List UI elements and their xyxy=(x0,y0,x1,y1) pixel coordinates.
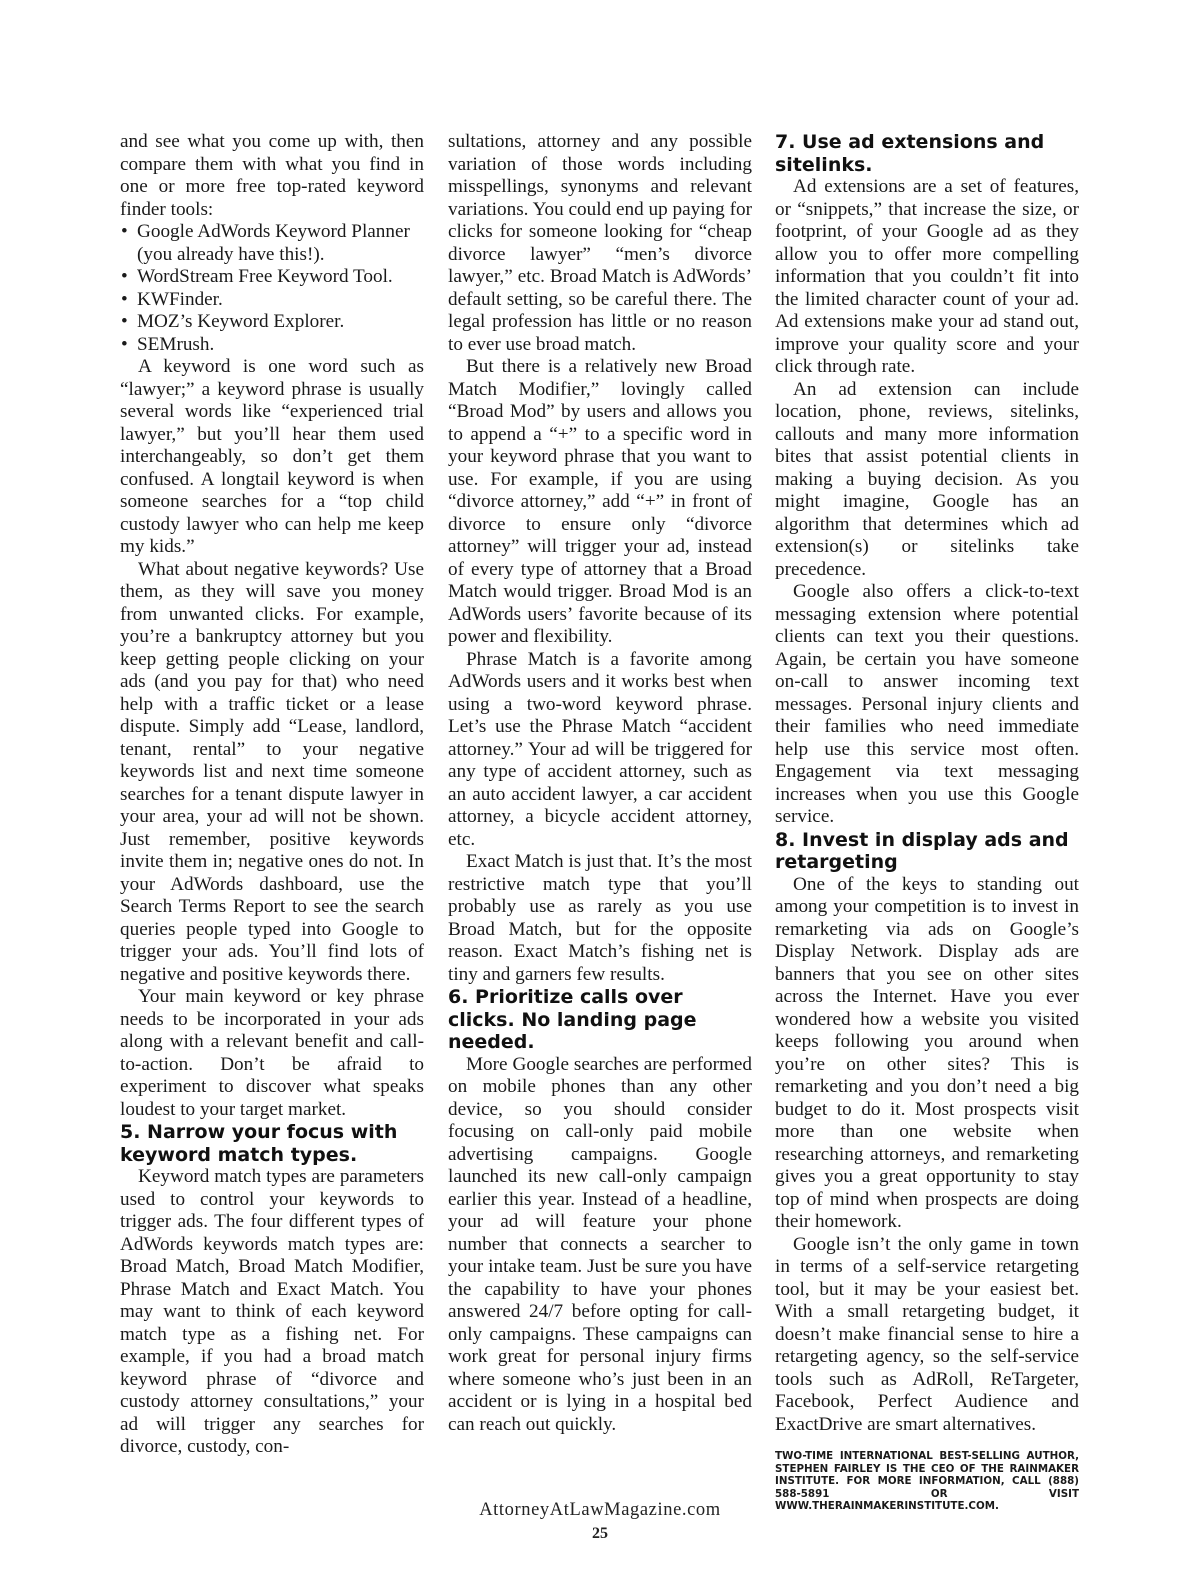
intro-paragraph: and see what you come up with, then compare them with what you find in one or more free top-rated keyword finder tools: xyxy=(120,131,424,220)
section-heading-8: 8. Invest in display ads and retargeting xyxy=(775,828,1069,873)
keyword-tools-list xyxy=(120,221,424,356)
continued-paragraph: sultations, attorney and any possible variation of those words including misspellings, synonyms and relevant variations. You could end up paying for clicks for someone looking for “cheap divorce lawyer” “men’s divorce lawyer,” etc. Broad Match is AdWords’ default setting, so be careful there. The legal profession has little or no reason to ever use broad match. xyxy=(448,131,752,355)
body-paragraph: One of the keys to standing out among your competition is to invest in remarketing via ads on Google’s Display Network. Display ads are banners that you see on other sites across the Internet. Have you ever wondered how a website you visited keeps following you around when you’re on other sites? This is remarketing and you don’t need a big budget to do it. Most prospects visit more than one website when researching attorneys, and remarketing gives you a great opportunity to stay top of mind when prospects are doing their homework. xyxy=(775,873,1079,1232)
body-paragraph: An ad extension can include location, phone, reviews, sitelinks, callouts and many more information bites that assist potential clients in making a buying decision. As you might imagine, Google has an algorithm that determines which ad extension(s) or sitelinks take precedence. xyxy=(775,378,1079,580)
footer-site-name: AttorneyAtLawMagazine.com xyxy=(479,1500,721,1520)
column-2 xyxy=(448,131,752,1436)
body-paragraph: Keyword match types are parameters used to control your keywords to trigger ads. The four different types of AdWords keywords match types are: Broad Match, Broad Match Modifier, Phrase Match and Exact Match. You may want to think of each keyword match type as a fishing net. For example, if you had a broad match keyword phrase of “divorce and custody attorney consultations,” your ad will trigger any searches for divorce, custody, con- xyxy=(120,1166,424,1457)
list-item: • MOZ’s Keyword Explorer. xyxy=(120,311,424,334)
body-paragraph: Ad extensions are a set of features, or “snippets,” that increase the size, or footprint, of your Google ad as they allow you to offer more compelling information that you couldn’t fit into the limited character count of your ad. Ad extensions make your ad stand out, improve your quality score and your click through rate. xyxy=(775,176,1079,377)
body-paragraph: A keyword is one word such as “lawyer;” a keyword phrase is usually several words like “experienced trial lawyer,” but you’ll hear them used interchangeably, so don’t get them confused. A longtail keyword is when someone searches for a “top child custody lawyer who can help me keep my kids.” xyxy=(120,356,424,557)
section-heading-5: 5. Narrow your focus with keyword match types. xyxy=(120,1121,398,1166)
section-heading-7: 7. Use ad extensions and sitelinks. xyxy=(775,131,1045,176)
list-item: • KWFinder. xyxy=(120,289,424,312)
column-1 xyxy=(120,131,424,1459)
list-item: • WordStream Free Keyword Tool. xyxy=(120,266,424,289)
list-item: • Google AdWords Keyword Planner (you already have this!). xyxy=(120,221,424,266)
body-paragraph: Exact Match is just that. It’s the most restrictive match type that you’ll probably use as rarely as you use Broad Match, but for the opposite reason. Exact Match’s fishing net is tiny and garners few results. xyxy=(448,851,752,985)
body-paragraph: More Google searches are performed on mobile phones than any other device, so you should consider focusing on call-only paid mobile advertising campaigns. Google launched its new call-only campaign earlier this year. Instead of a headline, your ad will feature your phone number that connects a searcher to your intake team. Just be sure you have the capability to have your phones answered 24/7 before opting for call-only campaigns. These campaigns can work great for personal injury firms where someone who’s just been in an accident or is lying in a hospital bed can reach out quickly. xyxy=(448,1053,752,1435)
body-paragraph: Google also offers a click-to-text messaging extension where potential clients can text you their questions. Again, be certain you have someone on-call to answer incoming text messages. Personal injury clients and their families who need immediate help use this service most often. Engagement via text messaging increases when you use this Google service. xyxy=(775,581,1079,827)
body-paragraph: Your main keyword or key phrase needs to be incorporated in your ads along with a relevant benefit and call-to-action. Don’t be afraid to experiment to discover what speaks loudest to your target market. xyxy=(120,986,424,1120)
author-bio: TWO-TIME INTERNATIONAL BEST-SELLING AUTHOR, STEPHEN FAIRLEY IS THE CEO OF THE RAINMAKER INSTITUTE. FOR MORE INFORMATION, CALL (888) 588-5891 OR VISIT WWW.THERAINMAKERINSTITUTE.COM. xyxy=(775,1450,1079,1513)
list-item: • SEMrush. xyxy=(120,334,424,357)
page-number: 25 xyxy=(592,1525,608,1542)
body-paragraph: What about negative keywords? Use them, as they will save you money from unwanted clicks. For example, you’re a bankruptcy attorney but you keep getting people clicking on your ads (and you pay for that) who need help with a traffic ticket or a lease dispute. Simply add “Lease, landlord, tenant, rental” to your negative keywords list and next time someone searches for a tenant dispute lawyer in your area, your ad will not be shown. Just remember, positive keywords invite them in; negative ones do not. In your AdWords dashboard, use the Search Terms Report to see the search queries people typed into Google to trigger your ads. You’ll find lots of negative and positive keywords there. xyxy=(120,558,424,985)
body-paragraph: But there is a relatively new Broad Match Modifier,” lovingly called “Broad Mod” by users and allows you to append a “+” to a specific word in your keyword phrase that you want to use. For example, if you are using “divorce attorney,” add “+” in front of divorce to ensure only “divorce attorney” will trigger your ad, instead of every type of attorney that a Broad Match would trigger. Broad Mod is an AdWords users’ favorite because of its power and flexibility. xyxy=(448,356,752,647)
section-heading-6: 6. Prioritize calls over clicks. No landing page needed. xyxy=(448,986,697,1053)
body-paragraph: Google isn’t the only game in town in terms of a self-service retargeting tool, but it may be your easiest bet. With a small retargeting budget, it doesn’t make financial sense to hire a retargeting agency, so the self-service tools such as AdRoll, ReTargeter, Facebook, Perfect Audience and ExactDrive are smart alternatives. xyxy=(775,1233,1079,1435)
column-3 xyxy=(775,131,1079,1513)
body-paragraph: Phrase Match is a favorite among AdWords users and it works best when using a two-word keyword phrase. Let’s use the Phrase Match “accident attorney.” Your ad will be triggered for any type of accident attorney, such as an auto accident lawyer, a car accident attorney, a bicycle accident attorney, etc. xyxy=(448,648,752,850)
